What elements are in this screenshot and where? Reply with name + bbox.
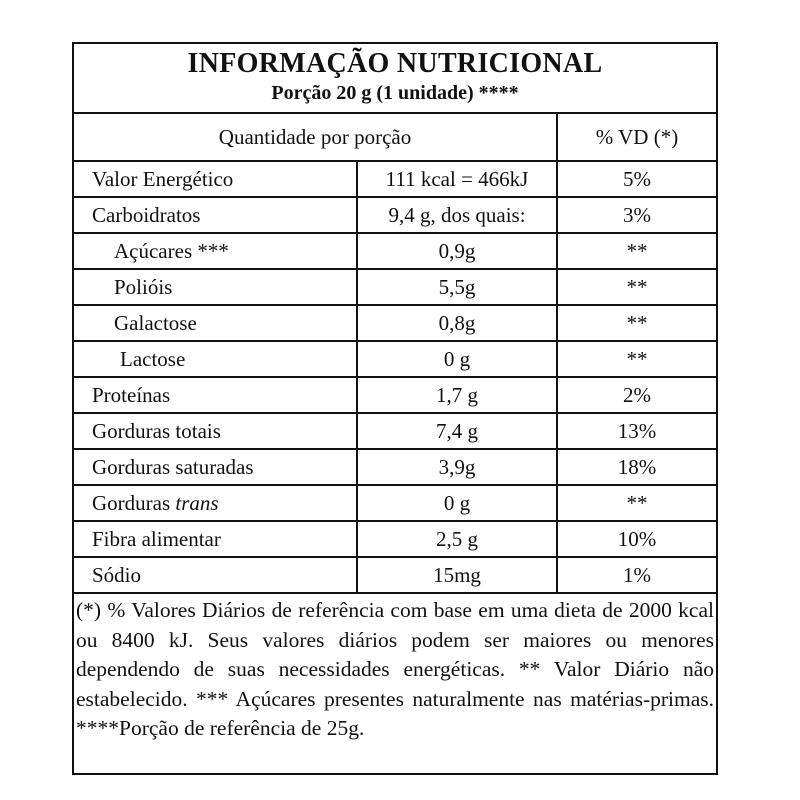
- table-row: [74, 198, 716, 234]
- column-header-vd: % VD (*): [595, 124, 679, 149]
- nutrient-amount: 1,7 g: [358, 378, 558, 412]
- serving-size: Porção 20 g (1 unidade) ****: [271, 82, 519, 104]
- nutrient-amount: 7,4 g: [358, 414, 558, 448]
- nutrient-amount: 0,8g: [358, 306, 558, 340]
- table-row: [74, 558, 716, 594]
- nutrient-vd: 2%: [623, 382, 651, 407]
- nutrient-name: Açúcares ***: [74, 234, 358, 268]
- table-row: [74, 306, 716, 342]
- nutrient-amount: 0,9g: [358, 234, 558, 268]
- nutrient-amount: 111 kcal = 466kJ: [358, 162, 558, 196]
- nutrient-vd: **: [626, 346, 648, 371]
- nutrient-vd: **: [626, 490, 648, 515]
- label-header: [74, 44, 716, 114]
- nutrient-name: Gorduras totais: [74, 414, 358, 448]
- table-row: [74, 450, 716, 486]
- nutrient-name: Proteínas: [74, 378, 358, 412]
- nutrient-vd: **: [626, 310, 648, 335]
- nutrient-amount: 2,5 g: [358, 522, 558, 556]
- nutrient-amount: 5,5g: [358, 270, 558, 304]
- table-row: [74, 414, 716, 450]
- nutrient-vd: 1%: [623, 562, 651, 587]
- nutrient-name: Sódio: [74, 558, 358, 592]
- nutrient-name: Polióis: [74, 270, 358, 304]
- table-row: [74, 234, 716, 270]
- nutrition-facts-label: [72, 42, 718, 775]
- table-row: [74, 522, 716, 558]
- table-row: [74, 162, 716, 198]
- nutrient-name: Fibra alimentar: [74, 522, 358, 556]
- nutrient-vd: **: [626, 274, 648, 299]
- nutrient-amount: 15mg: [358, 558, 558, 592]
- nutrient-vd: 13%: [617, 418, 657, 443]
- column-header-quantity: Quantidade por porção: [74, 114, 558, 160]
- nutrient-amount: 3,9g: [358, 450, 558, 484]
- nutrient-name: Valor Energético: [74, 162, 358, 196]
- nutrient-amount: 0 g: [358, 486, 558, 520]
- table-row: [74, 342, 716, 378]
- table-row: [74, 378, 716, 414]
- nutrient-vd: 5%: [623, 166, 651, 191]
- footnote-text: (*) % Valores Diários de referência com base em uma dieta de 2000 kcal ou 8400 kJ. Seus valores diários podem ser maiores ou menores dependendo de suas necessidades energéticas. ** Valor Diário não estabelecido. *** Açúcares presentes naturalmente nas matérias-primas. ****Porção de referência de 25g.: [76, 598, 714, 740]
- label-title: INFORMAÇÃO NUTRICIONAL: [187, 48, 603, 79]
- nutrient-name: Galactose: [74, 306, 358, 340]
- table-row: [74, 486, 716, 522]
- nutrient-name-prefix: Gorduras: [92, 490, 171, 515]
- nutrient-amount: 9,4 g, dos quais:: [358, 198, 558, 232]
- table-row: [74, 270, 716, 306]
- nutrient-amount: 0 g: [358, 342, 558, 376]
- table-header-row: [74, 114, 716, 162]
- nutrient-name: Gorduras saturadas: [74, 450, 358, 484]
- nutrient-vd: **: [626, 238, 648, 263]
- nutrient-vd: 18%: [617, 454, 657, 479]
- nutrient-name: [74, 486, 358, 520]
- nutrient-name: Lactose: [74, 342, 358, 376]
- nutrient-vd: 3%: [623, 202, 651, 227]
- nutrient-name-italic: trans: [175, 490, 219, 515]
- nutrient-vd: 10%: [617, 526, 657, 551]
- nutrient-name: Carboidratos: [74, 198, 358, 232]
